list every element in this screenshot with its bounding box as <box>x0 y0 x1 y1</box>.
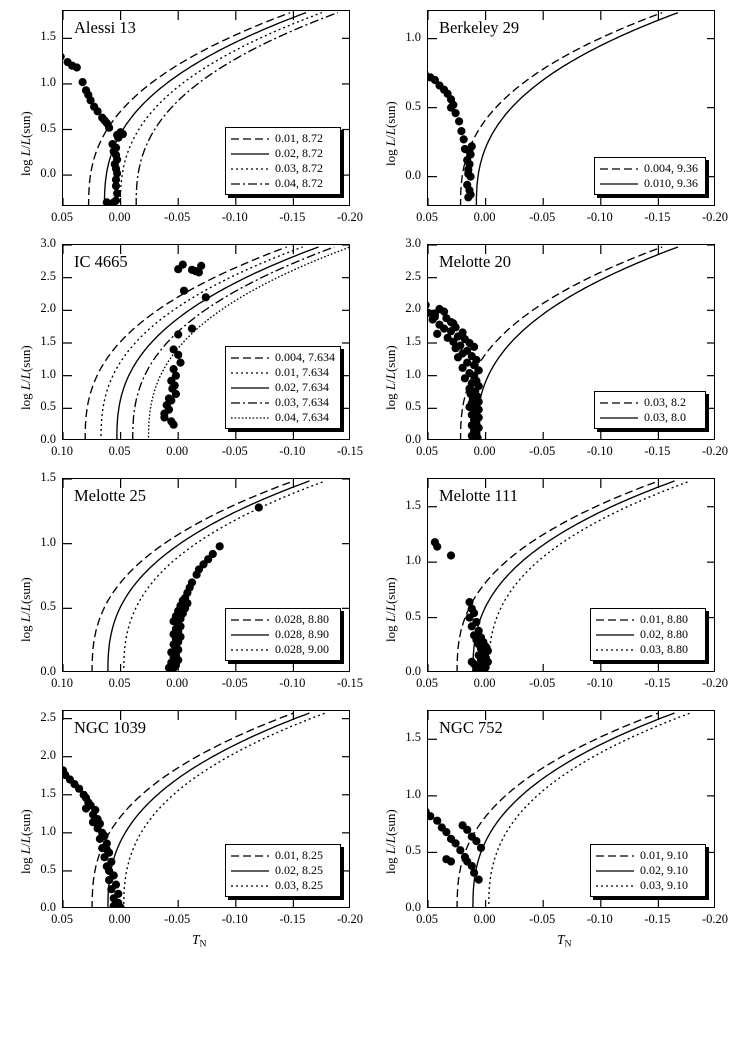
legend-label: 0.03, 8.25 <box>275 877 323 892</box>
legend-label: 0.028, 8.80 <box>275 611 329 626</box>
legend-item <box>595 863 700 878</box>
data-point <box>188 325 196 333</box>
x-tick-label: -0.15 <box>644 444 671 458</box>
data-point <box>457 127 465 135</box>
data-point <box>105 876 113 884</box>
y-tick-label: 2.5 <box>40 268 56 283</box>
y-tick-label: 2.5 <box>405 268 421 283</box>
y-axis-label: log L/L(sun) <box>18 345 33 410</box>
data-point <box>459 364 467 372</box>
data-point <box>427 301 430 309</box>
data-point <box>467 191 475 199</box>
data-point <box>455 117 463 125</box>
legend-label: 0.02, 7.634 <box>275 379 329 394</box>
data-point <box>468 622 476 630</box>
data-point <box>452 839 460 847</box>
legend <box>225 608 341 661</box>
x-tick-label: -0.05 <box>529 444 556 458</box>
legend-line-sample <box>595 851 635 860</box>
data-point <box>468 833 476 841</box>
legend-line-sample <box>599 179 639 188</box>
y-tick-label: 1.0 <box>405 786 421 801</box>
legend-line-sample <box>595 630 635 639</box>
x-tick-label: 0.10 <box>51 444 73 458</box>
x-tick-label: -0.10 <box>221 912 248 926</box>
legend-label: 0.03, 8.72 <box>275 160 323 175</box>
legend-item <box>599 395 700 410</box>
y-tick-label: 0.0 <box>40 664 56 678</box>
legend <box>225 127 341 195</box>
y-tick-label: 0.0 <box>40 900 56 914</box>
data-point <box>89 818 97 826</box>
legend-label: 0.02, 8.72 <box>275 145 323 160</box>
data-point <box>464 170 472 178</box>
legend-item <box>230 176 335 191</box>
x-tick-label: 0.00 <box>473 444 496 458</box>
legend-label: 0.01, 9.10 <box>640 847 688 862</box>
legend-line-sample <box>230 851 270 860</box>
y-axis-label: log L/L(sun) <box>18 577 33 642</box>
legend-item <box>230 612 335 627</box>
x-tick-label: -0.15 <box>644 912 671 926</box>
data-point <box>454 353 462 361</box>
data-point <box>465 148 473 156</box>
y-tick-label: 2.5 <box>40 709 56 724</box>
legend-line-sample <box>230 164 270 173</box>
legend-label: 0.01, 7.634 <box>275 364 329 379</box>
x-tick-label: 0.05 <box>51 210 73 224</box>
data-point <box>216 542 224 550</box>
data-point <box>165 394 173 402</box>
data-point <box>160 413 168 421</box>
y-tick-label: 0.5 <box>405 399 421 414</box>
legend-line-sample <box>595 881 635 890</box>
legend-item <box>230 410 335 425</box>
data-point <box>427 812 434 820</box>
data-point <box>103 846 111 854</box>
data-point <box>174 330 182 338</box>
y-tick-label: 1.0 <box>40 534 56 549</box>
x-tick-label: -0.20 <box>701 444 729 458</box>
data-point <box>463 181 471 189</box>
y-tick-label: 1.0 <box>405 553 421 568</box>
x-tick-label: -0.20 <box>336 912 364 926</box>
y-tick-label: 0.5 <box>405 608 421 623</box>
data-point <box>180 287 188 295</box>
legend-line-sample <box>230 615 270 624</box>
x-tick-label: 0.10 <box>51 676 73 690</box>
data-point <box>460 135 468 143</box>
legend-item <box>230 350 335 365</box>
data-point <box>100 853 108 861</box>
panel-title: Berkeley 29 <box>439 18 520 37</box>
legend-item <box>599 410 700 425</box>
legend-item <box>230 878 335 893</box>
legend-item <box>595 642 700 657</box>
panel-title: NGC 752 <box>439 718 503 737</box>
x-tick-label: 0.00 <box>473 912 496 926</box>
y-tick-label: 0.0 <box>405 167 421 182</box>
legend-label: 0.02, 8.80 <box>640 626 688 641</box>
data-point <box>433 330 441 338</box>
y-tick-label: 1.0 <box>40 823 56 838</box>
y-tick-label: 3.0 <box>40 236 56 250</box>
data-point <box>195 565 203 573</box>
legend-item <box>230 627 335 642</box>
x-tick-label: -0.05 <box>529 912 556 926</box>
data-point <box>108 140 116 148</box>
data-point <box>461 374 469 382</box>
data-point <box>197 262 205 270</box>
y-tick-label: 1.0 <box>405 29 421 44</box>
y-tick-label: 1.5 <box>405 334 421 348</box>
legend-label: 0.03, 9.10 <box>640 877 688 892</box>
legend-label: 0.04, 7.634 <box>275 409 329 424</box>
y-tick-label: 1.5 <box>40 334 56 348</box>
x-tick-label: 0.00 <box>473 676 496 690</box>
panel-4 <box>365 232 730 464</box>
y-axis-label: log L/L(sun) <box>18 111 33 176</box>
data-point <box>447 551 455 559</box>
x-tick-label: -0.05 <box>221 676 248 690</box>
x-tick-label: -0.05 <box>164 912 191 926</box>
x-tick-label: -0.10 <box>279 444 306 458</box>
x-tick-label: -0.05 <box>221 444 248 458</box>
data-point <box>442 828 450 836</box>
data-point <box>433 543 441 551</box>
data-point <box>433 817 441 825</box>
x-tick-label: -0.10 <box>586 210 613 224</box>
panel-1 <box>0 0 365 232</box>
x-tick-label: 0.05 <box>416 912 438 926</box>
y-tick-label: 0.5 <box>405 843 421 858</box>
x-tick-label: -0.15 <box>279 912 306 926</box>
data-point <box>176 359 184 367</box>
data-point <box>431 313 439 321</box>
y-tick-label: 3.0 <box>405 236 421 250</box>
x-tick-label: -0.10 <box>586 912 613 926</box>
legend-item <box>595 878 700 893</box>
y-tick-label: 0.0 <box>40 166 56 181</box>
data-point <box>170 421 178 429</box>
y-tick-label: 2.0 <box>40 747 56 762</box>
y-tick-label: 2.0 <box>405 301 421 316</box>
legend-line-sample <box>230 413 270 422</box>
x-tick-label: 0.05 <box>416 210 438 224</box>
legend <box>594 391 706 429</box>
data-point <box>87 96 95 104</box>
legend-line-sample <box>599 413 639 422</box>
data-point <box>470 343 478 351</box>
x-tick-label: -0.05 <box>164 210 191 224</box>
data-point <box>442 855 450 863</box>
data-point <box>477 844 485 852</box>
x-tick-label: -0.10 <box>586 444 613 458</box>
y-tick-label: 1.5 <box>405 497 421 512</box>
legend-line-sample <box>595 615 635 624</box>
legend-line-sample <box>230 383 270 392</box>
x-tick-label: -0.15 <box>336 676 364 690</box>
data-point <box>255 503 263 511</box>
panel-7 <box>0 696 365 960</box>
legend-line-sample <box>230 353 270 362</box>
data-point <box>202 293 210 301</box>
y-tick-label: 0.5 <box>40 399 56 414</box>
legend <box>594 157 706 195</box>
data-point <box>174 351 182 359</box>
legend-label: 0.03, 8.80 <box>640 641 688 656</box>
y-tick-label: 0.0 <box>405 432 421 446</box>
y-axis-label: log L/L(sun) <box>18 809 33 874</box>
legend-label: 0.010, 9.36 <box>644 175 698 190</box>
panel-title: IC 4665 <box>74 252 128 271</box>
data-point <box>82 86 90 94</box>
x-tick-label: 0.05 <box>51 912 73 926</box>
panel-title: Melotte 20 <box>439 252 511 271</box>
y-tick-label: 1.0 <box>40 366 56 381</box>
y-tick-label: 1.5 <box>40 29 56 44</box>
x-tick-label: -0.15 <box>644 676 671 690</box>
data-point <box>465 614 473 622</box>
legend-line-sample <box>595 866 635 875</box>
data-point <box>468 658 476 666</box>
legend-label: 0.004, 9.36 <box>644 160 698 175</box>
legend-line-sample <box>230 179 270 188</box>
data-point <box>62 53 65 61</box>
data-point <box>113 131 121 139</box>
legend-item <box>230 146 335 161</box>
panel-2 <box>365 0 730 232</box>
legend <box>225 844 341 897</box>
legend-line-sample <box>230 866 270 875</box>
y-tick-label: 2.0 <box>40 301 56 316</box>
legend-item <box>230 395 335 410</box>
data-point <box>447 104 455 112</box>
data-point <box>112 197 120 205</box>
legend-item <box>230 863 335 878</box>
legend-item <box>230 848 335 863</box>
data-point <box>456 846 464 854</box>
y-tick-label: 0.0 <box>405 664 421 678</box>
x-tick-label: -0.05 <box>529 676 556 690</box>
x-tick-label: -0.20 <box>701 210 729 224</box>
x-tick-label: -0.05 <box>529 210 556 224</box>
y-tick-label: 1.5 <box>40 785 56 800</box>
data-point <box>459 821 467 829</box>
y-tick-label: 1.0 <box>40 74 56 89</box>
legend-item <box>595 848 700 863</box>
panel-3 <box>0 232 365 464</box>
panel-8 <box>365 696 730 960</box>
panel-title: NGC 1039 <box>74 718 146 737</box>
data-point <box>68 62 76 70</box>
x-tick-label: 0.05 <box>416 676 438 690</box>
panel-5 <box>0 464 365 696</box>
x-tick-label: -0.20 <box>336 210 364 224</box>
panel-title: Melotte 25 <box>74 486 146 505</box>
data-point <box>475 876 483 884</box>
legend-item <box>599 161 700 176</box>
panel-6 <box>365 464 730 696</box>
y-axis-label: log L/L(sun) <box>383 809 398 874</box>
legend <box>225 346 341 429</box>
legend-label: 0.03, 7.634 <box>275 394 329 409</box>
legend-label: 0.01, 8.25 <box>275 847 323 862</box>
legend-item <box>595 627 700 642</box>
x-tick-label: 0.00 <box>108 210 131 224</box>
x-tick-label: -0.15 <box>336 444 364 458</box>
legend-item <box>599 176 700 191</box>
legend-line-sample <box>230 881 270 890</box>
legend-item <box>595 612 700 627</box>
legend-line-sample <box>230 630 270 639</box>
legend-line-sample <box>230 368 270 377</box>
y-axis-label: log L/L(sun) <box>383 577 398 642</box>
legend-line-sample <box>230 149 270 158</box>
x-tick-label: 0.05 <box>108 676 131 690</box>
data-point <box>79 78 87 86</box>
y-tick-label: 1.5 <box>405 730 421 745</box>
legend <box>590 844 706 897</box>
x-tick-label: 0.00 <box>166 676 189 690</box>
data-point <box>452 344 460 352</box>
legend-label: 0.004, 7.634 <box>275 349 335 364</box>
legend-item <box>230 161 335 176</box>
x-tick-label: 0.00 <box>166 444 189 458</box>
legend-item <box>230 380 335 395</box>
legend-label: 0.02, 9.10 <box>640 862 688 877</box>
legend-line-sample <box>599 164 639 173</box>
x-tick-label: 0.00 <box>108 912 131 926</box>
legend-label: 0.028, 8.90 <box>275 626 329 641</box>
x-tick-label: 0.00 <box>473 210 496 224</box>
x-tick-label: -0.20 <box>701 676 729 690</box>
legend-item <box>230 365 335 380</box>
legend-item <box>230 642 335 657</box>
data-point <box>82 804 90 812</box>
legend-label: 0.04, 8.72 <box>275 175 323 190</box>
x-tick-label: -0.10 <box>586 676 613 690</box>
legend-label: 0.03, 8.0 <box>644 409 686 424</box>
data-point <box>113 189 121 197</box>
x-tick-label: -0.20 <box>701 912 729 926</box>
y-axis-label: log L/L(sun) <box>383 101 398 166</box>
data-point <box>174 265 182 273</box>
legend-label: 0.03, 8.2 <box>644 394 686 409</box>
x-tick-label: -0.10 <box>279 676 306 690</box>
data-point <box>107 885 115 893</box>
data-point <box>449 319 457 327</box>
x-tick-label: -0.15 <box>644 210 671 224</box>
panel-title: Alessi 13 <box>74 18 136 37</box>
legend-label: 0.028, 9.00 <box>275 641 329 656</box>
y-tick-label: 0.0 <box>405 900 421 914</box>
panel-title: Melotte 111 <box>439 486 518 505</box>
x-tick-label: 0.05 <box>108 444 131 458</box>
y-tick-label: 1.0 <box>405 366 421 381</box>
legend-line-sample <box>230 134 270 143</box>
data-point <box>470 869 478 877</box>
x-axis-label: $T_N$ <box>557 932 572 950</box>
legend-label: 0.02, 8.25 <box>275 862 323 877</box>
y-tick-label: 1.5 <box>40 470 56 484</box>
x-tick-label: -0.10 <box>221 210 248 224</box>
legend-item <box>230 131 335 146</box>
x-tick-label: -0.15 <box>279 210 306 224</box>
y-axis-label: log L/L(sun) <box>383 345 398 410</box>
legend-label: 0.01, 8.72 <box>275 130 323 145</box>
x-tick-label: 0.05 <box>416 444 438 458</box>
legend-label: 0.01, 8.80 <box>640 611 688 626</box>
legend-line-sample <box>230 645 270 654</box>
legend-line-sample <box>599 398 639 407</box>
data-point <box>96 835 104 843</box>
legend <box>590 608 706 661</box>
y-tick-label: 0.5 <box>40 861 56 876</box>
legend-line-sample <box>595 645 635 654</box>
x-axis-label: $T_N$ <box>192 932 207 950</box>
y-tick-label: 0.5 <box>40 599 56 614</box>
legend-line-sample <box>230 398 270 407</box>
y-tick-label: 0.0 <box>40 432 56 446</box>
y-tick-label: 0.5 <box>40 120 56 135</box>
y-tick-label: 0.5 <box>405 98 421 113</box>
